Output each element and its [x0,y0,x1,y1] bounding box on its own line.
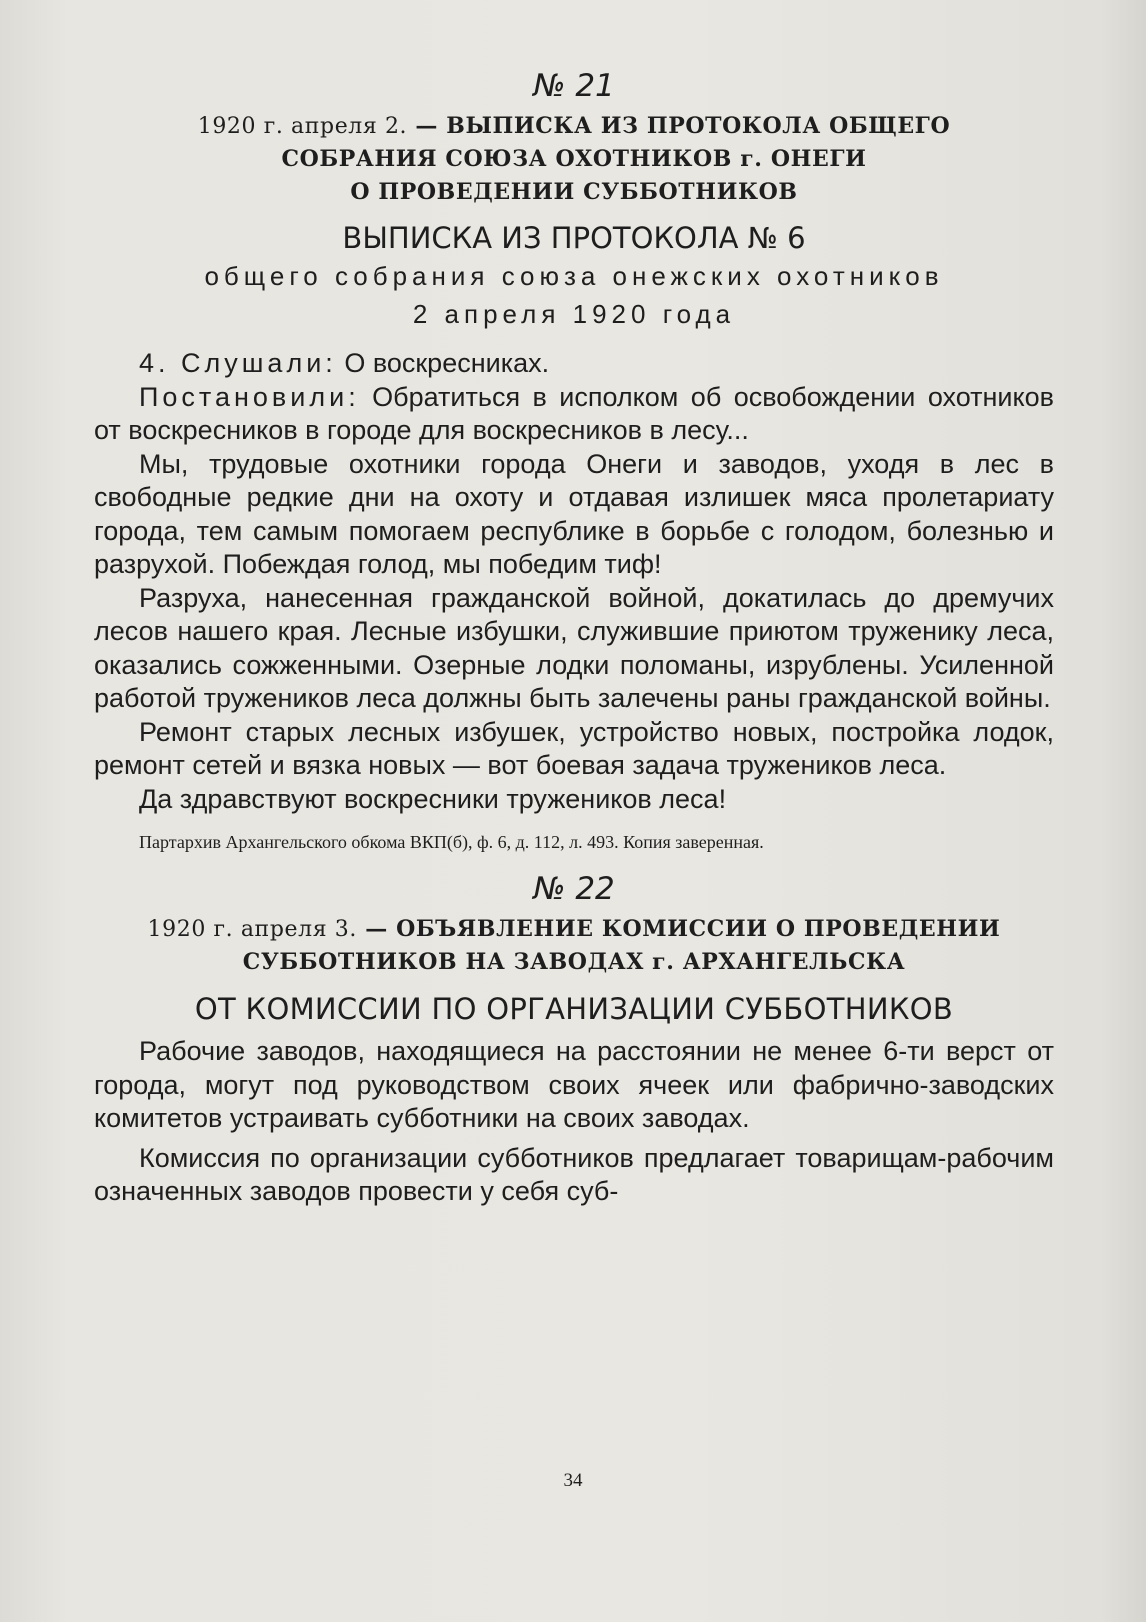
heading-line-3: О ПРОВЕДЕНИИ СУББОТНИКОВ [350,179,798,205]
protocol-title: ВЫПИСКА ИЗ ПРОТОКОЛА № 6 [342,221,806,255]
resolved-paragraph [94,381,1054,448]
paragraph: Мы, трудовые охотники города Онеги и заводов, уходя в лес в свободные редкие дни на охоту и отдавая излишек мяса пролетариату города, тем самым помогаем республике в борьбе с голодом, болезнью и разрухой. Побеждая голод, мы победим тиф! [94,448,1054,579]
resolved-text: Обратиться в исполком об освобождении охотников от воскресников в городе для воскресников в лесу... [94,381,1054,445]
paragraph: Рабочие заводов, находящиеся на расстоянии не менее 6-ти верст от города, могут под руководством своих ячеек или фабрично-заводских комитетов устраивать субботники на своих заводах. [94,1036,1054,1133]
heading-line-1: — ВЫПИСКА ИЗ ПРОТОКОЛА ОБЩЕГО [415,113,951,139]
heading-date: 1920 г. апреля 3. [147,917,357,942]
paragraph: Комиссия по организации субботников предлагает товарищам-рабочим означенных заводов провести у себя суб- [94,1142,1054,1206]
page-content [94,62,1054,1209]
document-heading [94,913,1054,979]
heard-label: 4. Слушали: [139,348,337,378]
protocol-subtitle-1: общего собрания союза онежских охотников [204,261,944,291]
heard-text: О воскресниках. [344,348,550,378]
heading-line-2: СУББОТНИКОВ НА ЗАВОДАХ г. АРХАНГЕЛЬСКА [242,949,906,975]
document-22 [94,865,1054,1209]
page-number: 34 [563,1470,583,1491]
paragraph: Ремонт старых лесных избушек, устройство новых, постройка лодок, ремонт сетей и вязка новых — вот боевая задача тружеников леса. [94,716,1054,780]
document-heading [94,110,1054,209]
resolved-label: Постановили: [139,381,360,412]
heard-paragraph [94,347,1054,381]
heading-line-1: — ОБЪЯВЛЕНИЕ КОМИССИИ О ПРОВЕДЕНИИ [365,916,1001,942]
announcement-body [94,1035,1054,1209]
protocol-body [94,347,1054,816]
document-number: № 21 [533,68,615,104]
document-number: № 22 [533,871,615,907]
paragraph: Разруха, нанесенная гражданской войной, докатилась до дремучих лесов нашего края. Лесные избушки, служившие приютом труженику леса, оказались сожженными. Озерные лодки поломаны, изрублены. Усиленной работой тружеников леса должны быть залечены раны гражданской войны. [94,582,1054,713]
archive-source: Партархив Архангельского обкома ВКП(б), ф. 6, д. 112, л. 493. Копия заверенная. [139,832,764,852]
protocol-subtitle-2: 2 апреля 1920 года [412,299,736,329]
heading-date: 1920 г. апреля 2. [197,114,408,139]
announcement-title: ОТ КОМИССИИ ПО ОРГАНИЗАЦИИ СУББОТНИКОВ [194,992,954,1026]
heading-line-2: СОБРАНИЯ СОЮЗА ОХОТНИКОВ г. ОНЕГИ [281,146,867,172]
paragraph: Да здравствуют воскресники тружеников леса! [139,783,727,814]
document-21 [94,62,1054,855]
